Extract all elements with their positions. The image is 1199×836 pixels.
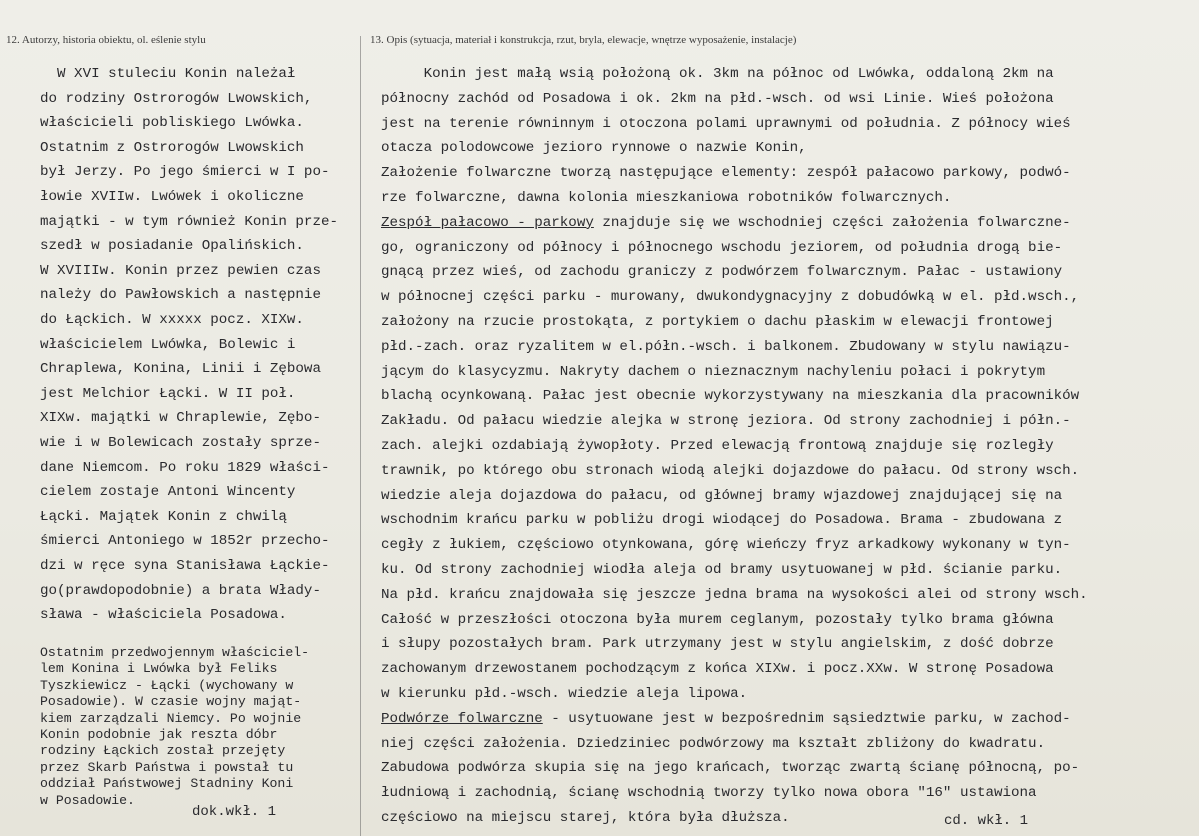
left-text-line: był Jerzy. Po jego śmierci w I po- bbox=[40, 164, 330, 181]
right-text-line: trawnik, po którego obu stronach wiodą alejki dojazdowe do pałacu. Od strony wsch. bbox=[381, 462, 1080, 479]
left-text-line-small: Tyszkiewicz - Łącki (wychowany w bbox=[40, 677, 294, 693]
left-text-line: Chraplewa, Konina, Linii i Zębowa bbox=[40, 361, 321, 378]
right-text-line: częściowo na miejscu starej, która była dłuższa. bbox=[381, 810, 790, 826]
right-text-line: jącym do klasycyzmu. Nakryty dachem o nieznacznym nachyleniu połaci i pokrytym bbox=[381, 363, 1046, 380]
right-text-line: jest na terenie równinnym i otoczona polami uprawnymi od południa. Z północy wieś bbox=[381, 115, 1071, 132]
left-text-line: należy do Pawłowskich a następnie bbox=[40, 287, 321, 304]
column-divider bbox=[360, 36, 361, 836]
left-text-line: właścicielem Lwówka, Bolewic i bbox=[40, 336, 296, 353]
right-text-line: otacza polodowcowe jezioro rynnowe o nazwie Konin, bbox=[381, 140, 807, 157]
right-text-line: łudniową i zachodnią, ścianę wschodnią tworzy tylko nowa obora "16" ustawiona bbox=[381, 785, 1037, 802]
right-text-line: gnącą przez wieś, od zachodu graniczy z podwórzem folwarcznym. Pałac - ustawiony bbox=[381, 264, 1063, 281]
left-text-line-small: w Posadowie. bbox=[40, 792, 135, 808]
right-text-line: wiedzie aleja dojazdowa do pałacu, od głównej bramy wjazdowej znajdującej się na bbox=[381, 487, 1063, 504]
right-text-line: Konin jest małą wsią położoną ok. 3km na północ od Lwówka, oddaloną 2km na bbox=[381, 66, 1054, 82]
right-text-line: zach. alejki ozdabiają żywopłoty. Przed elewacją frontową znajduje się rozległy bbox=[381, 438, 1054, 454]
right-text-line: wschodnim krańcu parku w pobliżu drogi wiodącej do Posadowa. Brama - zbudowana z bbox=[381, 512, 1063, 529]
right-text-line: Na płd. krańcu znajdowała się jeszcze jedna brama na wysokości alei od strony wsch. bbox=[381, 586, 1088, 603]
left-text-line-small: lem Konina i Lwówka był Feliks bbox=[40, 661, 278, 677]
right-text-line: północny zachód od Posadowa i ok. 2km na płd.-wsch. od wsi Linie. Wieś położona bbox=[381, 90, 1054, 107]
right-text-line: założony na rzucie prostokąta, z portykiem o dachu płaskim w elewacji frontowej bbox=[381, 314, 1054, 330]
left-text-line-small: Ostatnim przedwojennym właściciel- bbox=[40, 645, 310, 660]
right-text-line: niej części założenia. Dziedziniec podwórzowy ma kształt zbliżony do kwadratu. bbox=[381, 735, 1046, 752]
left-text-line-small: kiem zarządzali Niemcy. Po wojnie bbox=[40, 710, 302, 726]
left-text-line: W XVI stuleciu Konin należał bbox=[40, 66, 296, 82]
left-text-line: śmierci Antoniego w 1852r przecho- bbox=[40, 533, 330, 550]
right-text-line: Zespół pałacowo - parkowy znajduje się we wschodniej części założenia folwarczne- bbox=[381, 214, 1071, 231]
left-text-line: sława - właściciela Posadowa. bbox=[40, 607, 287, 624]
left-text-line: Łącki. Majątek Konin z chwilą bbox=[40, 508, 287, 525]
left-text-line-small: przez Skarb Państwa i powstał tu bbox=[40, 759, 294, 775]
left-text-line: majątki - w tym również Konin prze- bbox=[40, 213, 338, 230]
right-text-line: ku. Od strony zachodniej wiodła aleja od bramy usytuowanej w płd. ścianie parku. bbox=[381, 562, 1063, 578]
left-text-line: dzi w ręce syna Stanisława Łąckie- bbox=[40, 558, 330, 574]
right-text-line: go, ograniczony od północy i północnego wschodu jeziorem, od południa drogą bie- bbox=[381, 239, 1063, 256]
right-text-line: cegły z łukiem, częściowo otynkowana, górę wieńczy fryz arkadkowy wykonany w tyn- bbox=[381, 537, 1071, 554]
right-text-line: Założenie folwarczne tworzą następujące elementy: zespół pałacowo parkowy, podwó- bbox=[381, 165, 1071, 182]
left-text-line: W XVIIIw. Konin przez pewien czas bbox=[40, 262, 321, 279]
right-text-line: płd.-zach. oraz ryzalitem w el.półn.-wsch. i balkonem. Zbudowany w stylu nawiązu- bbox=[381, 338, 1071, 355]
left-text-line: Ostatnim z Ostrorogów Lwowskich bbox=[40, 139, 304, 156]
left-text-line-small: Posadowie). W czasie wojny mająt- bbox=[40, 694, 302, 710]
left-text-line: właścicieli pobliskiego Lwówka. bbox=[40, 115, 304, 132]
right-text-line: w kierunku płd.-wsch. wiedzie aleja lipowa. bbox=[381, 686, 748, 702]
right-column-header: 13. Opis (sytuacja, materiał i konstrukcja, rzut, bryla, elewacje, wnętrze wyposażenie, instalacje) bbox=[370, 34, 797, 46]
left-text-line: szedł w posiadanie Opalińskich. bbox=[40, 238, 304, 255]
left-text-line-small: rodziny Łąckich został przejęty bbox=[40, 743, 286, 759]
section-heading-underlined: Podwórze folwarczne bbox=[381, 710, 543, 727]
right-text-line: Całość w przeszłości otoczona była murem ceglanym, pozostały tylko brama główna bbox=[381, 611, 1054, 628]
left-text-line: do rodziny Ostrorogów Lwowskich, bbox=[40, 90, 313, 107]
right-text-line: Zabudowa podwórza skupia się na jego krańcach, tworząc zwartą ścianę północną, po- bbox=[381, 760, 1080, 777]
left-text-line: XIXw. majątki w Chraplewie, Zębo- bbox=[40, 410, 321, 427]
right-text-line: Zakładu. Od pałacu wiedzie alejka w stronę jeziora. Od strony zachodniej i półn.- bbox=[381, 413, 1071, 430]
left-text-line: cielem zostaje Antoni Wincenty bbox=[40, 484, 296, 501]
left-text-line: go(prawdopodobnie) a brata Włady- bbox=[40, 582, 321, 599]
right-text-line: i słupy pozostałych bram. Park utrzymany jest w stylu angielskim, z dość dobrze bbox=[381, 636, 1054, 653]
left-column-header: 12. Autorzy, historia obiektu, ol. eślenie stylu bbox=[6, 34, 206, 46]
right-text-line: Podwórze folwarczne - usytuowane jest w bezpośrednim sąsiedztwie parku, w zachod- bbox=[381, 710, 1071, 727]
right-text-line: zachowanym drzewostanem pochodzącym z końca XIXw. i pocz.XXw. W stronę Posadowa bbox=[381, 661, 1054, 678]
left-text-line: dane Niemcom. Po roku 1829 właści- bbox=[40, 459, 330, 476]
left-footer-note: dok.wkł. 1 bbox=[192, 804, 277, 820]
left-text-line: łowie XVIIw. Lwówek i okoliczne bbox=[40, 189, 304, 205]
right-text-line: rze folwarczne, dawna kolonia mieszkaniowa robotników folwarcznych. bbox=[381, 190, 952, 206]
left-text-line-small: Konin podobnie jak reszta dóbr bbox=[40, 727, 278, 742]
right-text-line: blachą ocynkowaną. Pałac jest obecnie wykorzystywany na mieszkania dla pracowników bbox=[381, 388, 1080, 405]
left-text-line: jest Melchior Łącki. W II poł. bbox=[40, 385, 296, 402]
left-text-line-small: oddział Państwowej Stadniny Koni bbox=[40, 776, 294, 792]
left-text-line: do Łąckich. W xxxxx pocz. XIXw. bbox=[40, 312, 304, 328]
left-text-line: wie i w Bolewicach zostały sprze- bbox=[40, 435, 321, 451]
section-heading-underlined: Zespół pałacowo - parkowy bbox=[381, 214, 594, 231]
right-footer-note: cd. wkł. 1 bbox=[944, 813, 1029, 829]
right-text-line: w północnej części parku - murowany, dwukondygnacyjny z dobudówką w el. płd.wsch., bbox=[381, 289, 1080, 306]
